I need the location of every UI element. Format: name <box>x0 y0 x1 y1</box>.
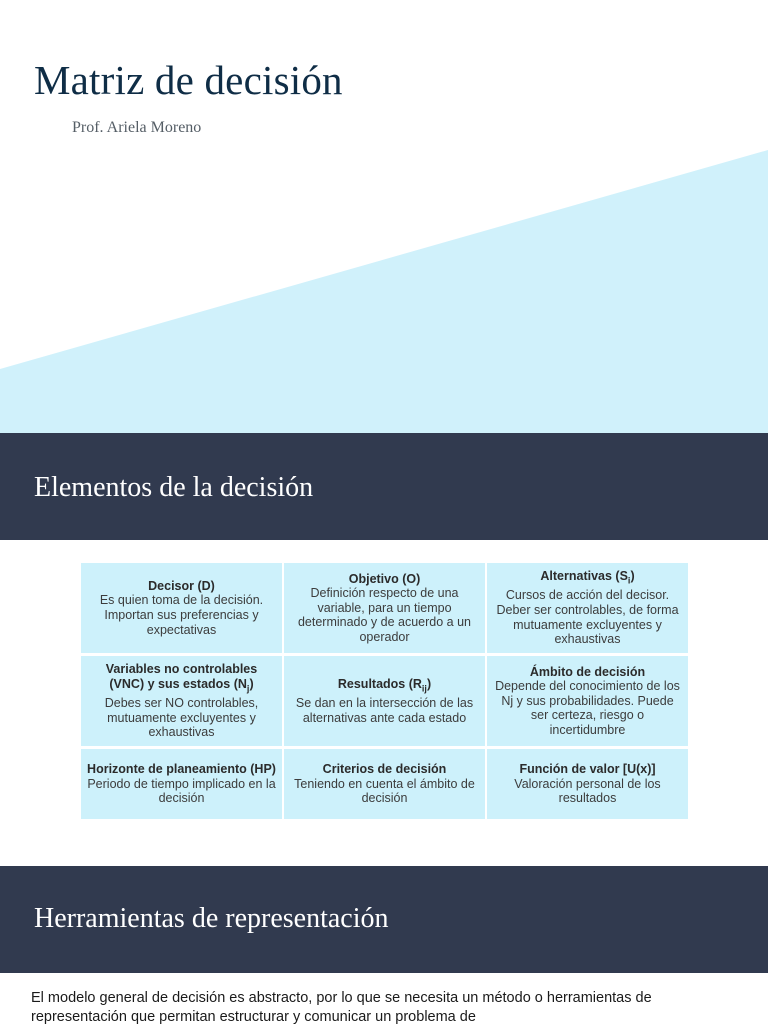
cell-description: Teniendo en cuenta el ámbito de decisión <box>294 776 475 806</box>
grid-cell-funcion-valor <box>487 749 688 819</box>
intro-paragraph: El modelo general de decisión es abstracto, por lo que se necesita un método o herramientas de representación que permitan estructurar y comunicar un problema de <box>31 990 652 1025</box>
cell-heading: Criterios de decisión <box>322 762 447 777</box>
cell-heading-subscript: j <box>246 683 250 694</box>
cell-heading <box>87 662 276 696</box>
section-title-elements: Elementos de la decisión <box>34 472 314 503</box>
cell-heading-subscript: i <box>627 575 631 586</box>
cell-heading-end: ) <box>630 569 635 584</box>
grid-cell-objetivo <box>284 563 485 653</box>
cell-description: Valoración personal de los resultados <box>514 776 661 806</box>
grid-cell-ambito <box>487 656 688 746</box>
author-subtitle: Prof. Ariela Moreno <box>72 119 202 136</box>
cell-heading <box>338 677 431 696</box>
cell-description: Se dan en la intersección de las alternativas ante cada estado <box>295 695 474 725</box>
accent-wedge-shape <box>0 150 768 433</box>
page-title: Matriz de decisión <box>34 57 343 103</box>
decision-elements-grid <box>81 563 688 819</box>
grid-cell-horizonte <box>81 749 282 819</box>
grid-cell-criterios <box>284 749 485 819</box>
section-header-tools <box>0 866 768 973</box>
cell-heading-end: ) <box>426 676 432 691</box>
cell-description: Depende del conocimiento de los Nj y sus probabilidades. Puede ser certeza, riesgo o incertidumbre <box>495 679 680 737</box>
cell-heading-text: Resultados (R <box>337 676 422 691</box>
cell-heading: Objetivo (O) <box>348 571 421 586</box>
cell-description: Cursos de acción del decisor. Deber ser controlables, de forma mutuamente excluyentes y exhaustivas <box>496 588 679 647</box>
cell-heading-end: ) <box>249 676 254 691</box>
cell-heading: Horizonte de planeamiento (HP) <box>87 762 276 777</box>
cell-description: Debes ser NO controlables, mutuamente excluyentes y exhaustivas <box>104 695 259 740</box>
cell-description: Periodo de tiempo implicado en la decisión <box>87 776 276 806</box>
cell-heading-subscript: ij <box>421 683 427 694</box>
grid-cell-resultados <box>284 656 485 746</box>
cell-heading-text: Alternativas (S <box>540 569 628 584</box>
grid-cell-alternativas <box>487 563 688 653</box>
grid-cell-variables-no-controlables <box>81 656 282 746</box>
cell-heading: Ámbito de decisión <box>529 664 646 679</box>
cell-heading: Función de valor [U(x)] <box>519 762 656 777</box>
cell-heading <box>540 569 634 588</box>
section-title-tools: Herramientas de representación <box>34 903 389 934</box>
cell-description: Es quien toma de la decisión. Importan sus preferencias y expectativas <box>99 593 264 637</box>
cell-heading: Decisor (D) <box>148 578 215 593</box>
cell-description: Definición respecto de una variable, para un tiempo determinado y de acuerdo a un operador <box>297 586 472 644</box>
section-header-elements <box>0 433 768 540</box>
grid-cell-decisor <box>81 563 282 653</box>
cell-heading-text: Variables no controlables (VNC) y sus estados (N <box>105 662 258 691</box>
title-slide <box>0 0 768 433</box>
